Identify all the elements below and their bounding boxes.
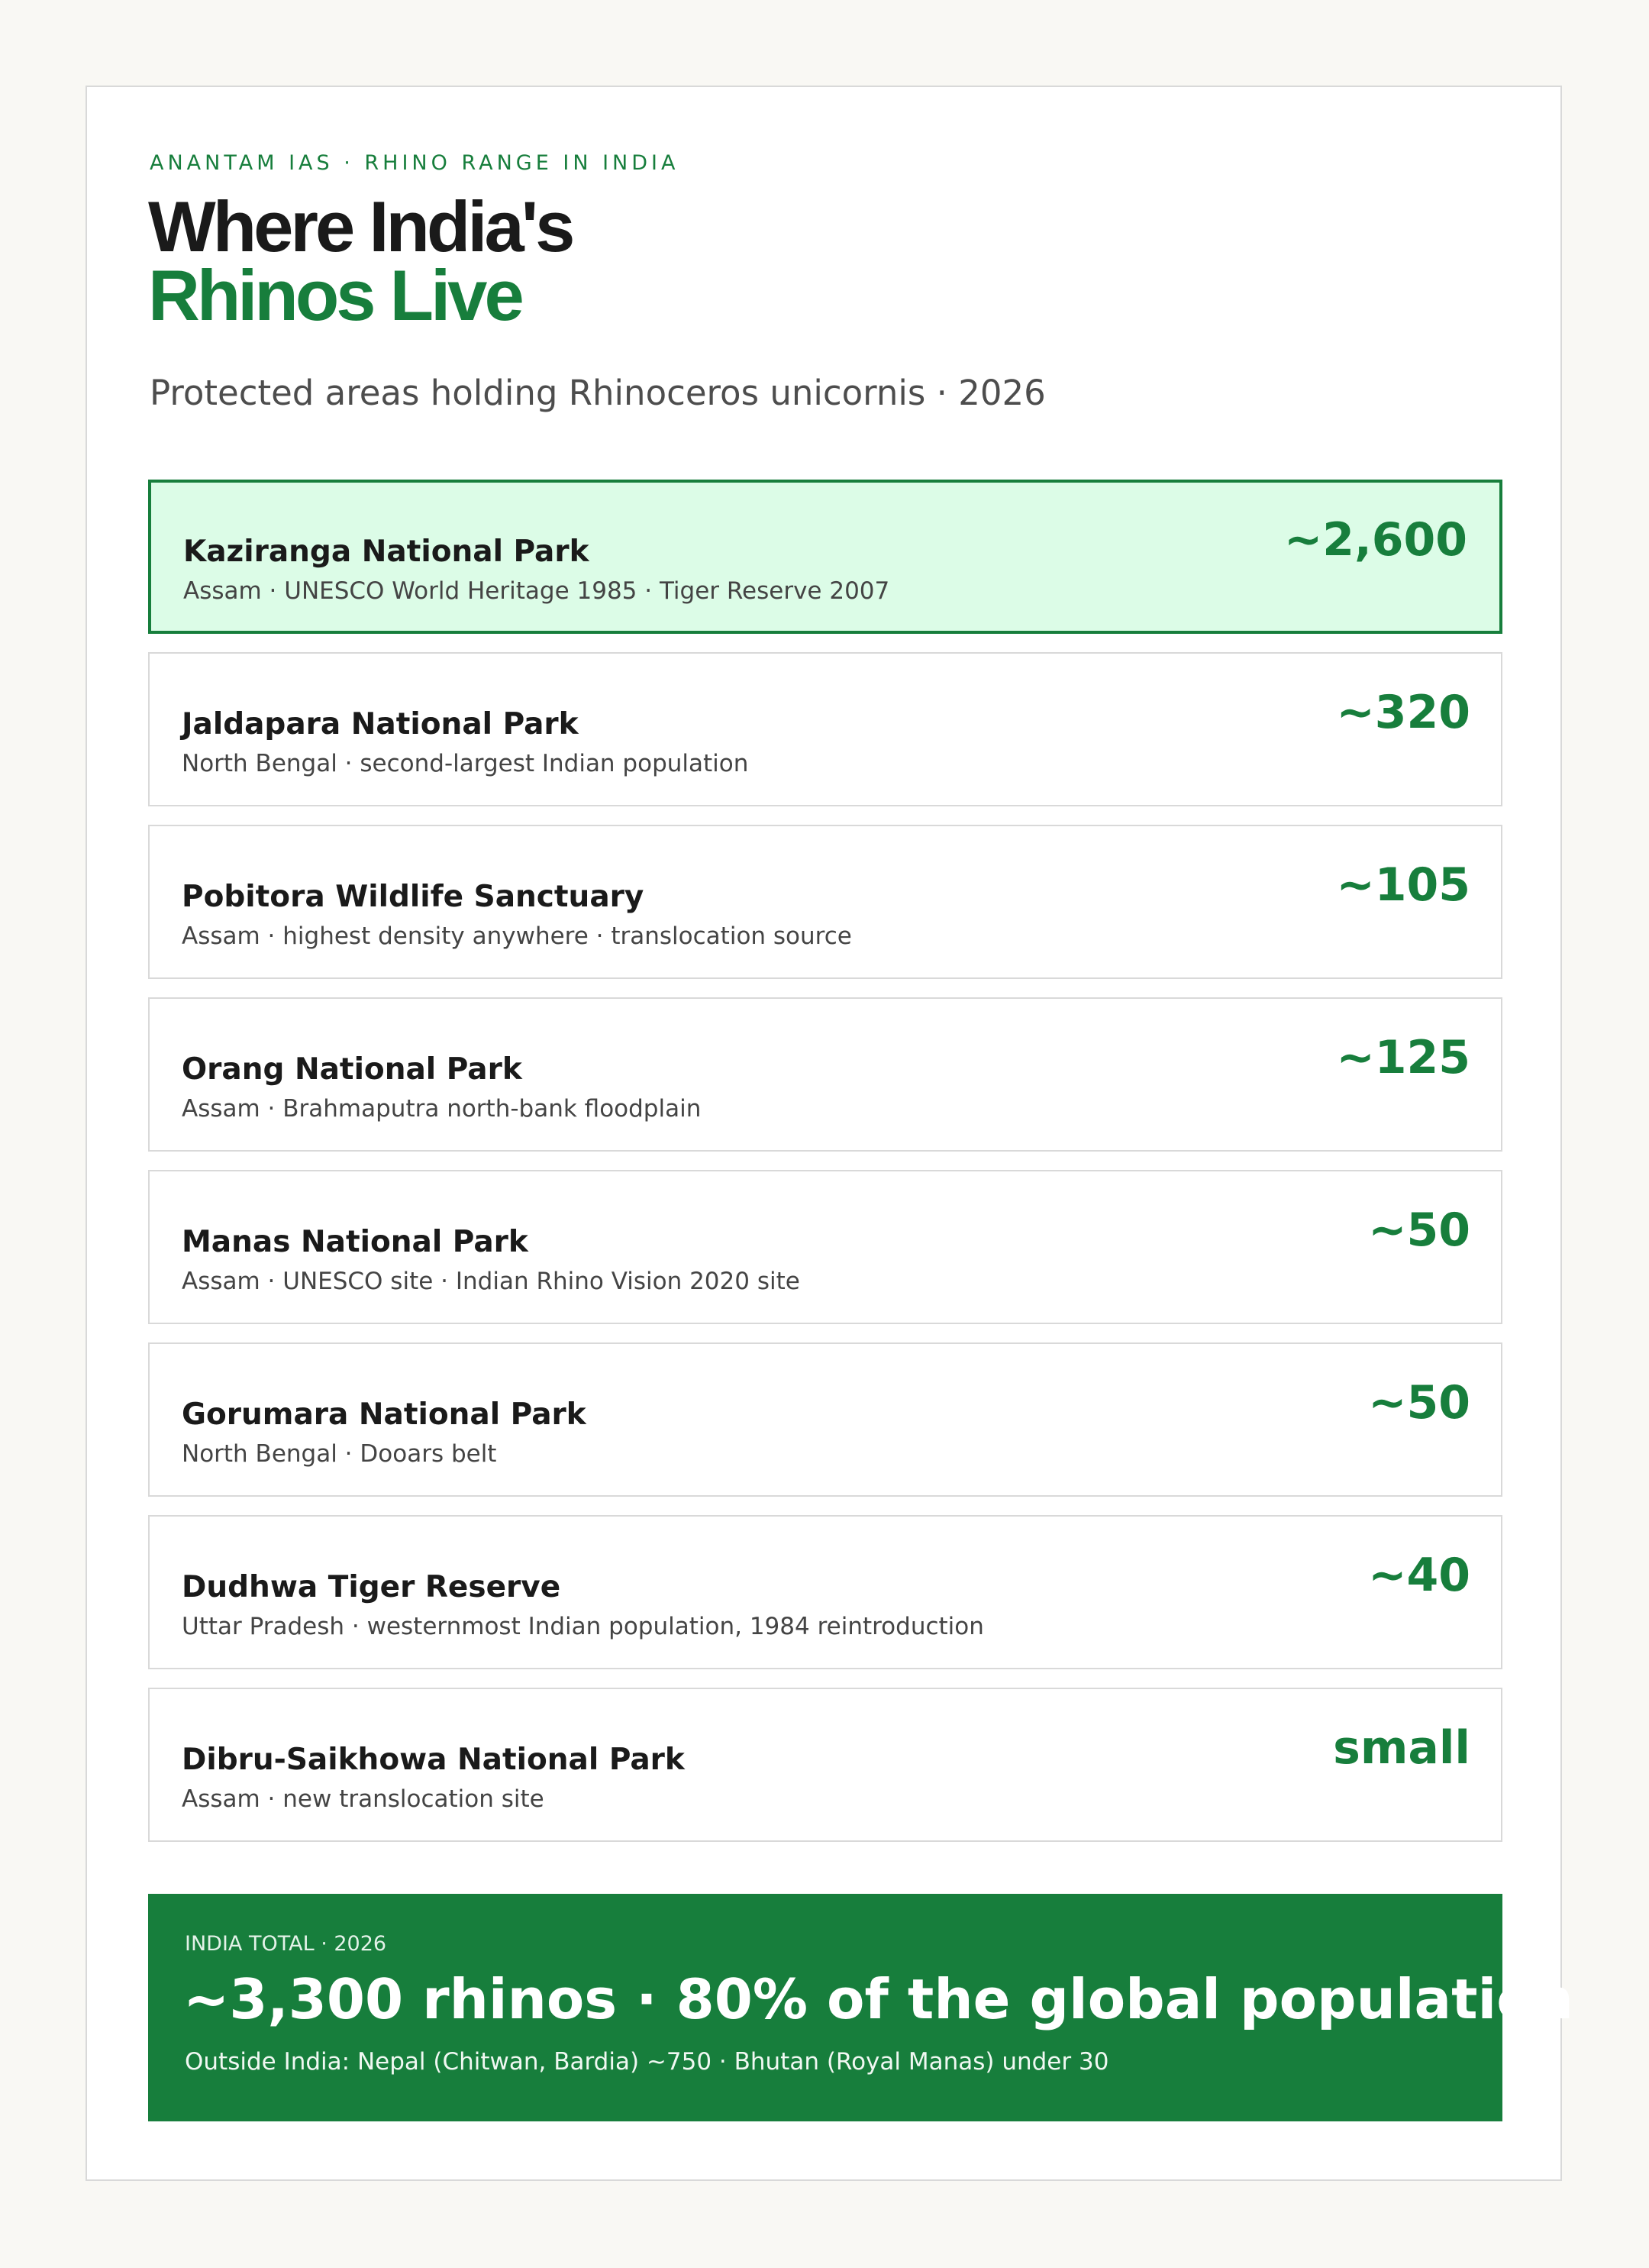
title-line-1: Where India's [148,186,573,267]
title-line-2: Rhinos Live [148,255,521,335]
park-row-orang [148,997,1502,1152]
park-name: Gorumara National Park [182,1397,586,1432]
park-desc: Assam · UNESCO World Heritage 1985 · Tiger Reserve 2007 [183,577,890,605]
park-name: Pobitora Wildlife Sanctuary [182,880,644,914]
park-row-kaziranga [148,480,1502,634]
park-desc: North Bengal · second-largest Indian population [182,750,749,777]
park-desc: Assam · highest density anywhere · translocation source [182,922,852,950]
park-row-dudhwa [148,1515,1502,1669]
park-name: Dudhwa Tiger Reserve [182,1570,561,1604]
page-title [148,186,573,335]
park-desc: Assam · new translocation site [182,1785,544,1813]
park-desc: North Bengal · Dooars belt [182,1440,497,1468]
infographic-card [86,86,1573,2181]
park-name: Orang National Park [182,1052,522,1087]
park-count: ~105 [1336,858,1470,912]
park-count: ~50 [1368,1376,1470,1430]
park-desc: Assam · UNESCO site · Indian Rhino Vision 2020 site [182,1268,800,1295]
subtitle: Protected areas holding Rhinoceros unicornis · 2026 [150,373,1046,413]
total-label: INDIA TOTAL · 2026 [185,1932,387,1956]
park-row-pobitora [148,825,1502,979]
park-count: ~40 [1368,1549,1470,1602]
park-list [148,480,1502,1860]
park-count: ~320 [1336,686,1470,739]
park-count: ~2,600 [1283,513,1467,567]
total-headline: ~3,300 rhinos · 80% of the global population [183,1967,1573,2031]
park-row-gorumara [148,1342,1502,1497]
park-count: ~50 [1368,1203,1470,1257]
park-row-manas [148,1170,1502,1324]
park-count: ~125 [1336,1031,1470,1084]
park-count: small [1333,1721,1470,1775]
park-desc: Assam · Brahmaputra north-bank floodplain [182,1095,702,1123]
total-note: Outside India: Nepal (Chitwan, Bardia) ~750 · Bhutan (Royal Manas) under 30 [185,2048,1109,2076]
park-row-dibru-saikhowa [148,1688,1502,1842]
park-name: Jaldapara National Park [182,707,579,741]
park-name: Kaziranga National Park [183,535,589,569]
kicker: ANANTAM IAS · RHINO RANGE IN INDIA [150,151,679,175]
park-name: Manas National Park [182,1225,528,1259]
india-total-panel [148,1894,1573,2121]
park-row-jaldapara [148,652,1502,806]
park-desc: Uttar Pradesh · westernmost Indian population, 1984 reintroduction [182,1613,984,1640]
park-name: Dibru-Saikhowa National Park [182,1743,685,1777]
